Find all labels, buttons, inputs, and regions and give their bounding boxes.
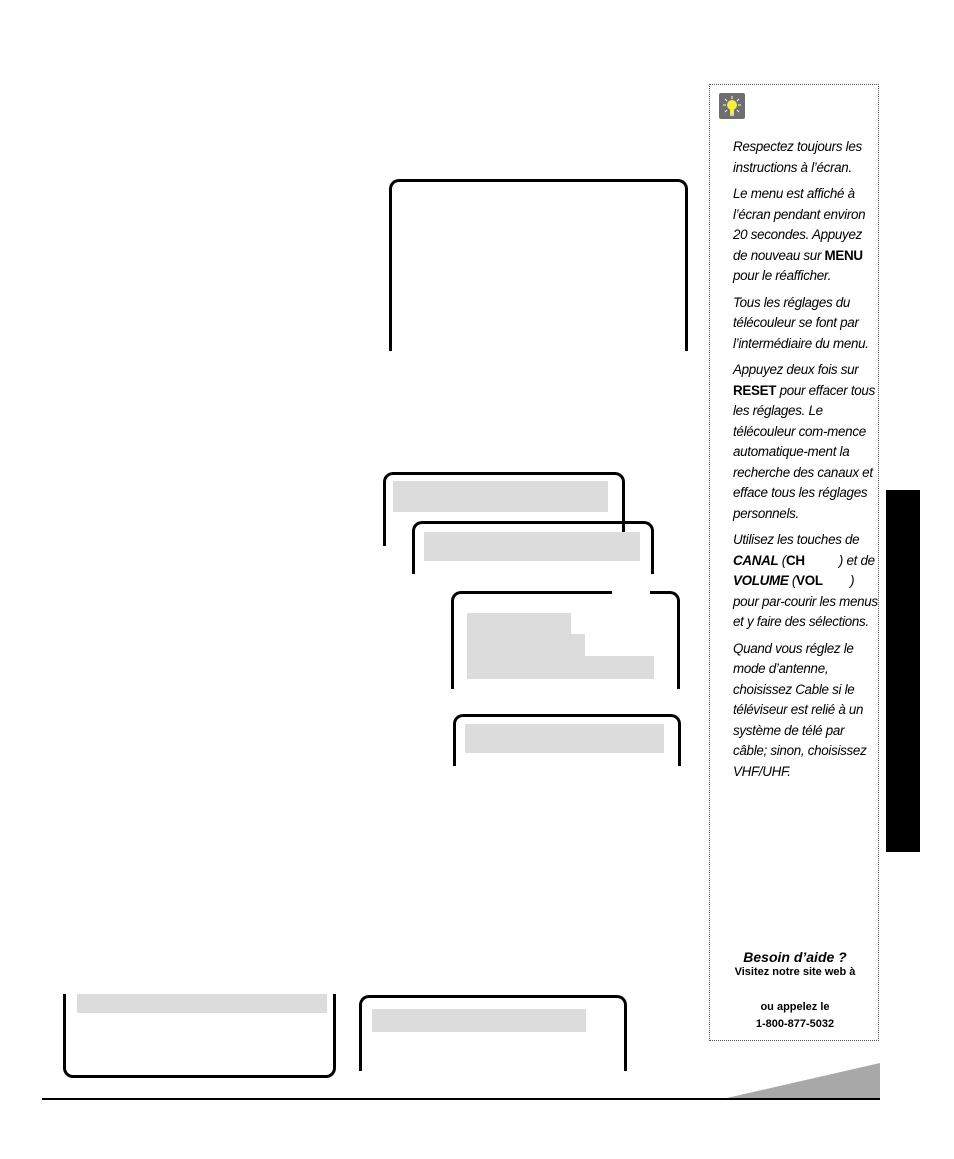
tip-paragraph xyxy=(733,293,878,355)
menu-screen-frame-main xyxy=(389,179,688,351)
menu-list-row-3 xyxy=(467,656,654,679)
tip-paragraph xyxy=(733,530,882,633)
help-title: Besoin d’aide ? xyxy=(743,949,847,965)
menu-highlight-bar-1 xyxy=(393,481,608,512)
tip-keyword: MENU xyxy=(824,247,863,263)
frame-3-gap xyxy=(612,588,650,596)
tip-text: Utilisez les touches de xyxy=(733,532,863,547)
tip-text: Respectez toujours les instructions à l’écran. xyxy=(733,139,866,175)
tip-text: Appuyez deux fois sur xyxy=(733,362,862,377)
menu-highlight-bar-2 xyxy=(424,532,640,561)
menu-list-row-2 xyxy=(467,634,585,656)
tip-text: ( xyxy=(778,552,786,568)
menu-list-row-1 xyxy=(467,613,571,634)
menu-screen-frame-6 xyxy=(359,995,627,1071)
footer-wedge xyxy=(718,1063,880,1100)
tip-text: Quand vous réglez le mode d’antenne, choisissez Cable si le téléviseur est relié à un système de télé par câble; sinon, choisissez VHF/UHF. xyxy=(733,640,870,779)
help-website-text: Visitez notre site web à xyxy=(734,966,856,978)
tip-paragraph xyxy=(733,184,878,287)
tips-sidebar xyxy=(709,84,882,1041)
tip-text: Tous les réglages du télécouleur se font par l’intermédiaire du menu. xyxy=(733,294,869,351)
menu-highlight-bar-5 xyxy=(77,994,327,1013)
tip-keyword: VOLUME xyxy=(733,573,789,588)
tip-text: ) et de xyxy=(804,552,879,568)
menu-highlight-bar-4 xyxy=(465,724,664,753)
help-phone-number: 1-800-877-5032 xyxy=(755,1018,835,1030)
lightbulb-icon xyxy=(719,93,745,119)
section-side-tab xyxy=(886,490,920,852)
help-call-text: ou appelez le xyxy=(760,1001,830,1013)
tip-paragraph xyxy=(733,137,878,178)
tips-list xyxy=(733,137,882,788)
footer-rule xyxy=(42,1098,880,1100)
tip-text: ) pour par-courir les menus et y faire des sélections. xyxy=(733,573,882,629)
tip-paragraph xyxy=(733,639,878,783)
tip-keyword: CH xyxy=(785,552,805,568)
tip-text: Le menu est affiché à l’écran pendant environ 20 secondes. Appuyez de nouveau sur xyxy=(733,186,869,263)
tip-paragraph xyxy=(733,360,878,524)
tip-keyword: CANAL xyxy=(733,552,779,568)
tip-text: pour le réafficher. xyxy=(733,247,867,283)
tip-text: pour effacer tous les réglages. Le télécouleur com-mence automatique-ment la recherche des canaux et efface tous les réglages personnels. xyxy=(733,382,879,521)
tip-keyword: VOL xyxy=(796,573,823,588)
tip-text: ( xyxy=(788,573,797,588)
menu-highlight-bar-6 xyxy=(372,1009,586,1032)
tip-keyword: RESET xyxy=(733,382,777,398)
